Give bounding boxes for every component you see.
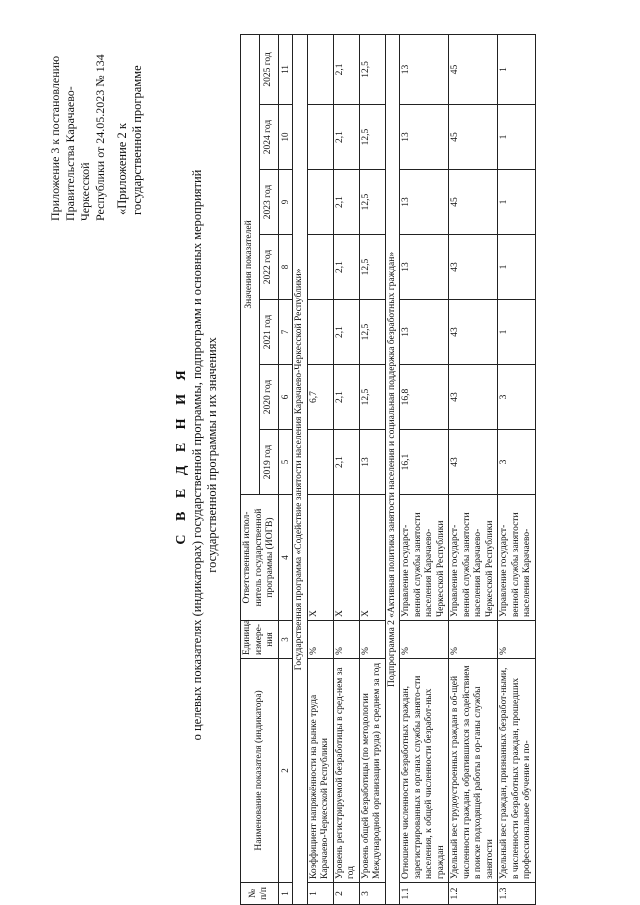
table-row bbox=[498, 34, 536, 904]
annotation-line: Республики от 24.05.2023 № 134 bbox=[93, 54, 107, 221]
row-executor: X bbox=[359, 495, 385, 621]
row-value: 12,5 bbox=[359, 105, 385, 170]
subtitle-line: государственной программы и их значениях bbox=[205, 337, 219, 573]
column-number: 6 bbox=[278, 365, 293, 430]
column-number: 2 bbox=[278, 659, 293, 883]
table-row bbox=[307, 34, 333, 904]
row-value: 45 bbox=[449, 170, 498, 235]
row-name: Уровень общей безработицы (по методологии Международной организации труда) в среднем за год bbox=[359, 659, 385, 883]
section-title: Государственная программа «Содействие занятости населения Карачаево-Черкесской Республики» bbox=[293, 34, 308, 904]
section-row bbox=[385, 34, 400, 904]
row-value: 13 bbox=[400, 235, 449, 300]
row-value bbox=[307, 235, 333, 300]
header-values: Значения показателей bbox=[241, 34, 260, 494]
row-value bbox=[307, 105, 333, 170]
row-value: 2,1 bbox=[333, 430, 359, 495]
row-value: 12,5 bbox=[359, 170, 385, 235]
column-number: 7 bbox=[278, 300, 293, 365]
row-value: 13 bbox=[400, 300, 449, 365]
row-value: 1 bbox=[498, 105, 536, 170]
row-value: 2,1 bbox=[333, 170, 359, 235]
row-value: 16,8 bbox=[400, 365, 449, 430]
column-number: 10 bbox=[278, 105, 293, 170]
appendix-annotation bbox=[115, 25, 145, 215]
header-year: 2025 год bbox=[259, 34, 278, 104]
document-subtitle bbox=[190, 155, 220, 755]
row-name: Отношение численности безработных граждан, зарегистрированных в органах службы занято-сти населения, к общей численности безработ-ных граждан bbox=[400, 659, 449, 883]
row-executor: Управление государст-венной службы занятости населения Карачаево-Черкесской Республики bbox=[400, 495, 449, 621]
row-unit: % bbox=[400, 621, 449, 659]
row-value: 45 bbox=[449, 34, 498, 104]
section-row bbox=[293, 34, 308, 904]
column-number: 5 bbox=[278, 430, 293, 495]
indicators-table bbox=[240, 34, 536, 905]
annotation-line: Правительства Карачаево-Черкесской bbox=[63, 86, 92, 221]
column-number: 8 bbox=[278, 235, 293, 300]
row-value: 43 bbox=[449, 235, 498, 300]
row-value: 1 bbox=[498, 235, 536, 300]
row-num: 2 bbox=[333, 883, 359, 905]
row-num: 1.2 bbox=[449, 883, 498, 905]
row-value: 2,1 bbox=[333, 34, 359, 104]
row-executor: X bbox=[333, 495, 359, 621]
row-value bbox=[307, 430, 333, 495]
row-value: 43 bbox=[449, 365, 498, 430]
header-year: 2020 год bbox=[259, 365, 278, 430]
row-value bbox=[307, 300, 333, 365]
row-value: 2,1 bbox=[333, 105, 359, 170]
header-year: 2022 год bbox=[259, 235, 278, 300]
row-executor: Управление государст-венной службы занятости населения Карачаево-Черкесской Республики bbox=[449, 495, 498, 621]
column-number-row bbox=[278, 34, 293, 904]
column-number: 11 bbox=[278, 34, 293, 104]
row-executor: Управление государст-венной службы занятости населения Карачаево- bbox=[498, 495, 536, 621]
header-name: Наименование показателя (индикатора) bbox=[241, 659, 279, 883]
row-unit: % bbox=[449, 621, 498, 659]
document-title: С В Е Д Е Н И Я bbox=[174, 365, 189, 545]
header-num: № п/п bbox=[241, 883, 279, 905]
annotation-line: «Приложение 2 к bbox=[115, 123, 129, 215]
row-unit: % bbox=[307, 621, 333, 659]
row-name: Коэффициент напряжённости на рынке труда Карачаево-Черкесской Республики bbox=[307, 659, 333, 883]
column-number: 4 bbox=[278, 495, 293, 621]
resolution-annotation bbox=[48, 31, 108, 221]
row-value: 6,7 bbox=[307, 365, 333, 430]
table-row bbox=[359, 34, 385, 904]
row-value: 13 bbox=[400, 170, 449, 235]
row-value: 2,1 bbox=[333, 300, 359, 365]
row-name: Уровень регистрируемой безработицы в сред-нем за год bbox=[333, 659, 359, 883]
column-number: 3 bbox=[278, 621, 293, 659]
row-value: 43 bbox=[449, 430, 498, 495]
row-unit: % bbox=[359, 621, 385, 659]
row-value: 43 bbox=[449, 300, 498, 365]
row-executor: X bbox=[307, 495, 333, 621]
row-num: 3 bbox=[359, 883, 385, 905]
row-num: 1.1 bbox=[400, 883, 449, 905]
row-num: 1 bbox=[307, 883, 333, 905]
annotation-line: Приложение 3 к постановлению bbox=[48, 55, 62, 221]
row-value: 3 bbox=[498, 365, 536, 430]
row-name: Удельный вес граждан, признанных безработ-ными, в численности безработных граждан, прошедших профессиональное обучение и по- bbox=[498, 659, 536, 883]
row-value bbox=[307, 34, 333, 104]
row-value: 12,5 bbox=[359, 365, 385, 430]
row-value: 12,5 bbox=[359, 300, 385, 365]
subtitle-line: о целевых показателях (индикаторах) государственной программы, подпрограмм и основных мероприятий bbox=[190, 169, 204, 741]
table-row bbox=[449, 34, 498, 904]
row-value bbox=[307, 170, 333, 235]
header-year: 2023 год bbox=[259, 170, 278, 235]
header-year: 2019 год bbox=[259, 430, 278, 495]
row-name: Удельный вес трудоустроенных граждан в об-щей численности граждан, обратившихся за содействием в поиске подходящей работы в ор-ганы службы занятости bbox=[449, 659, 498, 883]
row-value: 2,1 bbox=[333, 235, 359, 300]
row-value: 2,1 bbox=[333, 365, 359, 430]
row-value: 1 bbox=[498, 170, 536, 235]
section-title: Подпрограмма 2 «Активная политика занятости населения и социальная поддержка безработных граждан» bbox=[385, 34, 400, 904]
row-value: 13 bbox=[400, 34, 449, 104]
row-value: 16,1 bbox=[400, 430, 449, 495]
row-num: 1.3 bbox=[498, 883, 536, 905]
row-value: 1 bbox=[498, 300, 536, 365]
column-number: 1 bbox=[278, 883, 293, 905]
row-value: 1 bbox=[498, 34, 536, 104]
header-executor: Ответственный испол-нитель государственной программы (ИОГВ) bbox=[241, 495, 279, 621]
annotation-line: государственной программе bbox=[130, 65, 144, 215]
row-value: 13 bbox=[400, 105, 449, 170]
row-value: 12,5 bbox=[359, 34, 385, 104]
header-year: 2021 год bbox=[259, 300, 278, 365]
table-row bbox=[333, 34, 359, 904]
header-year: 2024 год bbox=[259, 105, 278, 170]
table-row bbox=[400, 34, 449, 904]
row-value: 45 bbox=[449, 105, 498, 170]
header-unit: Единица измере-ния bbox=[241, 621, 279, 659]
row-value: 13 bbox=[359, 430, 385, 495]
row-unit: % bbox=[333, 621, 359, 659]
column-number: 9 bbox=[278, 170, 293, 235]
row-unit: % bbox=[498, 621, 536, 659]
row-value: 3 bbox=[498, 430, 536, 495]
row-value: 12,5 bbox=[359, 235, 385, 300]
